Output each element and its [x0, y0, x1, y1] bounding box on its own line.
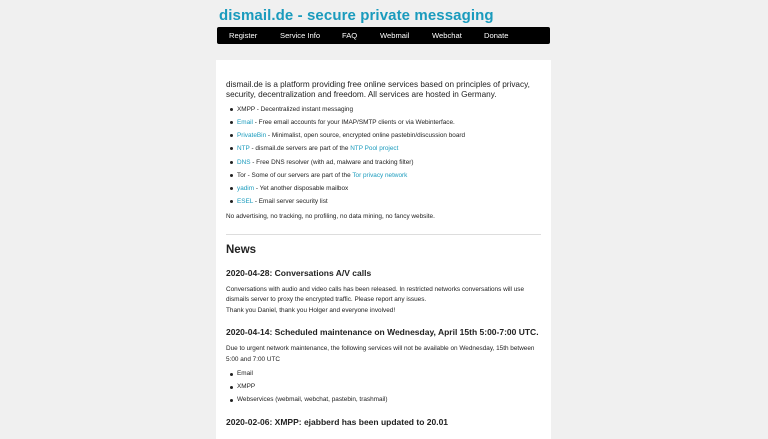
news-heading: News [226, 243, 257, 256]
list-item: XMPP [232, 381, 541, 394]
news-title: 2020-04-14: Scheduled maintenance on Wednesday, April 15th 5:00-7:00 UTC. [226, 327, 539, 338]
service-link-esel[interactable]: ESEL [237, 197, 254, 205]
nav-webchat[interactable]: Webchat [432, 31, 462, 40]
news-body: Due to urgent network maintenance, the following services will not be available on Wednesday, 15th between 5:00 and 7:00 UTC [226, 345, 535, 363]
service-text: - Yet another disposable mailbox [254, 184, 349, 192]
service-item-yadim [232, 182, 541, 195]
service-link-email[interactable]: Email [237, 119, 253, 127]
nav-webmail[interactable]: Webmail [380, 31, 410, 40]
service-text: - Email server security list [253, 197, 328, 205]
service-link-privatebin[interactable]: PrivateBin [237, 132, 267, 140]
service-text: - dismail.de servers are part of the [249, 145, 351, 153]
service-link-ntp[interactable]: NTP [237, 145, 250, 153]
news-body: Thank you Daniel, thank you Holger and everyone involved! [226, 306, 396, 314]
tagline: No advertising, no tracking, no profiling, no data mining, no fancy website. [226, 212, 435, 220]
list-item: Email [232, 368, 541, 381]
nav-faq[interactable]: FAQ [342, 31, 358, 40]
nav-register[interactable]: Register [229, 31, 258, 40]
service-link-dns[interactable]: DNS [237, 158, 251, 166]
news-title: 2020-04-28: Conversations A/V calls [226, 267, 372, 278]
nav-donate[interactable]: Donate [484, 31, 509, 40]
service-item-dns [232, 156, 541, 169]
news-body: Conversations with audio and video calls has been released. In restricted networks conversations will use dismails server to proxy the encrypted traffic. Please report any issues. [226, 285, 525, 304]
ntp-pool-link[interactable]: NTP Pool project [350, 145, 399, 153]
service-item-esel [232, 195, 541, 208]
list-item: Webservices (webmail, webchat, pastebin, trashmail) [232, 394, 541, 407]
service-text: - Free DNS resolver (with ad, malware and tracking filter) [250, 158, 414, 166]
service-link-yadim[interactable]: yadim [237, 184, 255, 192]
services-list [226, 103, 541, 208]
service-text: Tor - Some of our servers are part of the [237, 171, 353, 179]
news-title: 2020-02-06: XMPP: ejabberd has been updated to 20.01 [226, 416, 449, 427]
service-item-xmpp [232, 103, 541, 116]
service-item-privatebin [232, 129, 541, 142]
service-text: - Minimalist, open source, encrypted online pastebin/discussion board [266, 132, 466, 140]
main-content [216, 60, 551, 439]
site-title[interactable]: dismail.de - secure private messaging [219, 7, 494, 24]
nav-service-info[interactable]: Service Info [280, 31, 321, 40]
service-item-ntp [232, 142, 541, 155]
service-text: - Free email accounts for your IMAP/SMTP clients or via Webinterface. [252, 119, 455, 127]
intro-text: dismail.de is a platform providing free online services based on principles of privacy, security, decentralization and freedom. All services are hosted in Germany. [226, 80, 530, 99]
service-item-tor [232, 169, 541, 182]
service-item-email [232, 116, 541, 129]
service-text: XMPP - Decentralized instant messaging [237, 106, 354, 114]
tor-network-link[interactable]: Tor privacy network [352, 171, 408, 179]
maintenance-list [226, 368, 541, 407]
main-nav [217, 27, 550, 44]
divider [226, 234, 541, 235]
